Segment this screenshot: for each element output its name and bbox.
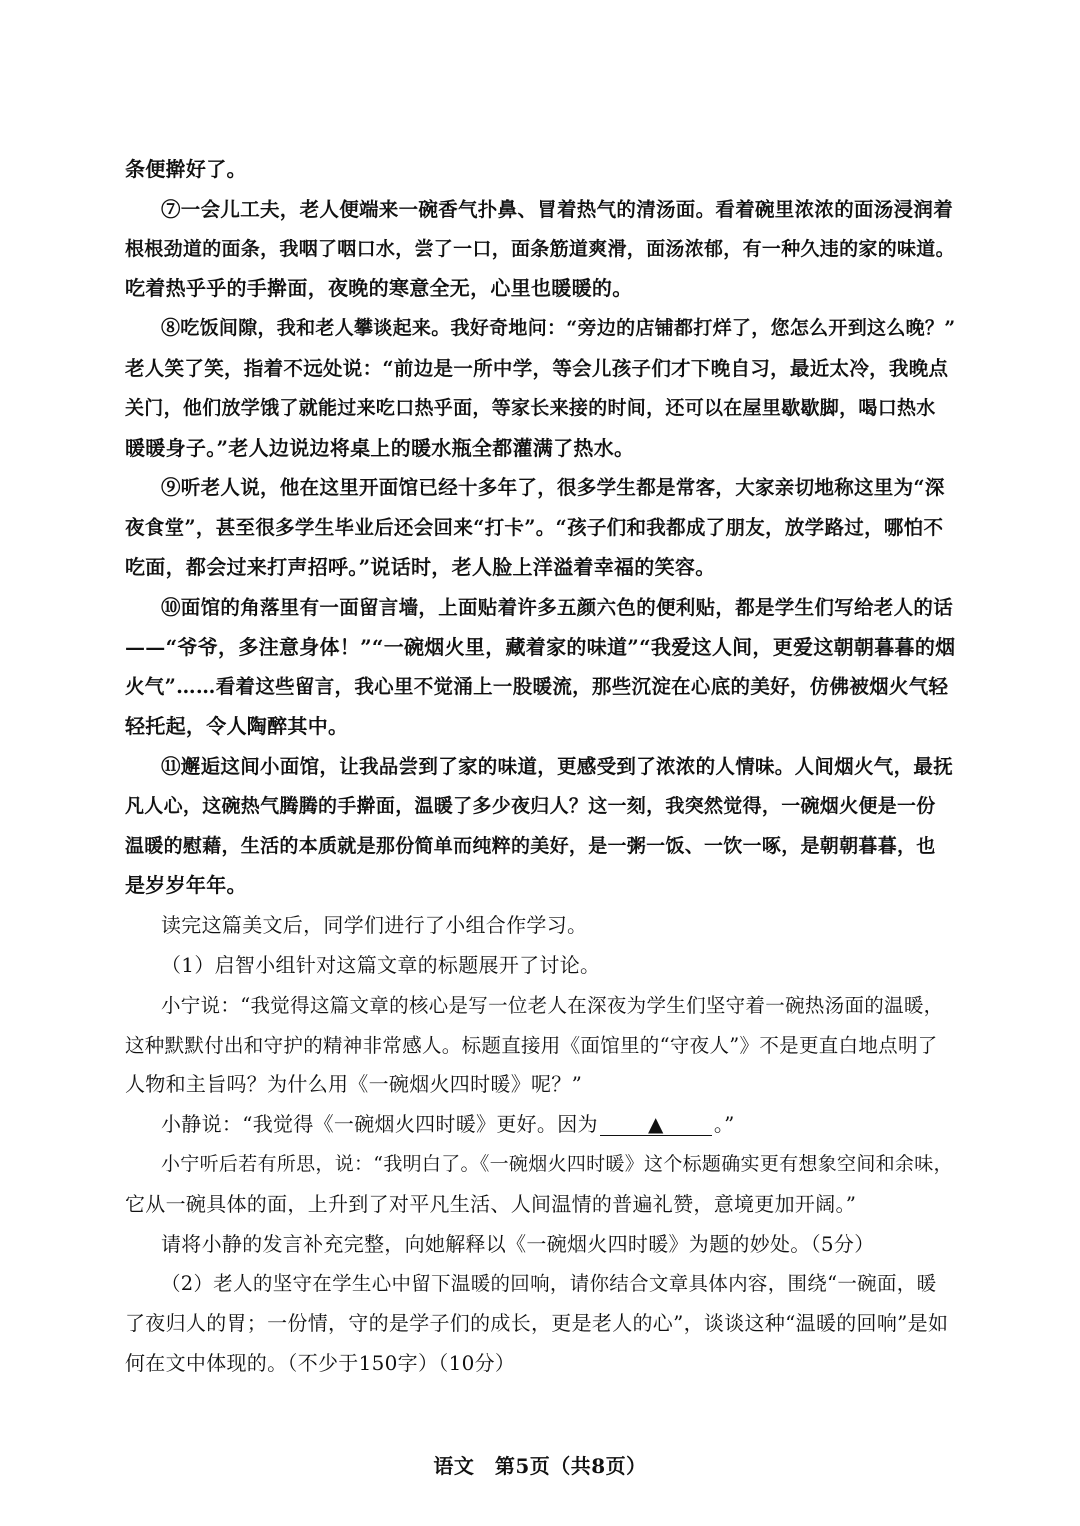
paragraph-11-line: 是岁岁年年。 xyxy=(125,873,247,898)
paragraph-10-line: ——“爷爷，多注意身体！”“一碗烟火里，藏着家的味道”“我爱这人间，更爱这朝朝暮暮的烟 xyxy=(125,634,956,659)
xiaoning-speech-line: 这种默默付出和守护的精神非常感人。标题直接用《面馆里的“守夜人”》不是更直白地点明了 xyxy=(125,1033,938,1057)
question-2-line: 了夜归人的胃；一份情，守的是学子们的成长，更是老人的心”，谈谈这种“温暖的回响”是如 xyxy=(125,1311,949,1336)
passage-content xyxy=(125,150,955,1384)
answer-blank[interactable]: ▲ xyxy=(600,1113,712,1136)
paragraph-9-line: 夜食堂”，甚至很多学生毕业后还会回来“打卡”。“孩子们和我都成了朋友，放学路过，哪怕不 xyxy=(125,516,944,540)
xiaojing-speech-line xyxy=(125,1105,955,1145)
question-1-task: 请将小静的发言补充完整，向她解释以《一碗烟火四时暖》为题的妙处。（5分） xyxy=(161,1231,875,1256)
paragraph-8-line: 暖暖身子。”老人边说边将桌上的暖水瓶全都灌满了热水。 xyxy=(125,435,635,460)
question-2-line: 何在文中体现的。（不少于150字）（10分） xyxy=(125,1350,516,1375)
paragraph-8-line: 关门，他们放学饿了就能过来吃口热乎面，等家长来接的时间，还可以在屋里歇歇脚，喝口热水 xyxy=(125,396,936,419)
xiaojing-speech-prefix: 小静说：“我觉得《一碗烟火四时暖》更好。因为 xyxy=(161,1112,598,1137)
xiaoning-reply-line: 小宁听后若有所思，说：“我明白了。《一碗烟火四时暖》这个标题确实更有想象空间和余味， xyxy=(161,1152,953,1175)
paragraph-8-line: 老人笑了笑，指着不远处说：“前边是一所中学，等会儿孩子们才下晚自习，最近太冷，我晚点 xyxy=(125,356,949,380)
paragraph-7-line: 吃着热乎乎的手擀面，夜晚的寒意全无，心里也暖暖的。 xyxy=(125,276,633,301)
paragraph-9-line: 吃面，都会过来打声招呼。”说话时，老人脸上洋溢着幸福的笑容。 xyxy=(125,554,716,579)
question-1-title: （1）启智小组针对这篇文章的标题展开了讨论。 xyxy=(161,952,601,977)
paragraph-11-line: 凡人心，这碗热气腾腾的手擀面，温暖了多少夜归人？这一刻，我突然觉得，一碗烟火便是一份 xyxy=(125,794,936,817)
paragraph-9-line: ⑨听老人说，他在这里开面馆已经十多年了，很多学生都是常客，大家亲切地称这里为“深 xyxy=(161,476,945,500)
paragraph-11-line: ⑪邂逅这间小面馆，让我品尝到了家的味道，更感受到了浓浓的人情味。人间烟火气，最抚 xyxy=(161,754,954,778)
xiaoning-speech-line: 小宁说：“我觉得这篇文章的核心是写一位老人在深夜为学生们坚守着一碗热汤面的温暖， xyxy=(161,993,944,1017)
paragraph-7-line: 根根劲道的面条，我咽了咽口水，尝了一口，面条筋道爽滑，面汤浓郁，有一种久违的家的味道。 xyxy=(125,237,955,260)
questions-intro: 读完这篇美文后，同学们进行了小组合作学习。 xyxy=(161,913,588,938)
paragraph-11-line: 温暖的慰藉，生活的本质就是那份简单而纯粹的美好，是一粥一饭、一饮一啄，是朝朝暮暮，也 xyxy=(125,834,936,857)
paragraph-10-line: 轻托起，令人陶醉其中。 xyxy=(125,714,349,739)
question-2-line: （2）老人的坚守在学生心中留下温暖的回响，请你结合文章具体内容，围绕“一碗面，暖 xyxy=(161,1272,937,1296)
paragraph-8-line: ⑧吃饭间隙，我和老人攀谈起来。我好奇地问：“旁边的店铺都打烊了，您怎么开到这么晚？” xyxy=(161,317,956,340)
xiaoning-speech-line: 人物和主旨吗？为什么用《一碗烟火四时暖》呢？” xyxy=(125,1072,583,1097)
paragraph-10-line: ⑩面馆的角落里有一面留言墙，上面贴着许多五颜六色的便利贴，都是学生们写给老人的话 xyxy=(161,595,954,619)
passage-line: 条便擀好了。 xyxy=(125,157,247,181)
paragraph-10-line: 火气”……看着这些留言，我心里不觉涌上一股暖流，那些沉淀在心底的美好，仿佛被烟火气轻 xyxy=(125,675,949,699)
xiaojing-speech-suffix: 。” xyxy=(713,1112,735,1137)
page-footer: 语文 第5页（共8页） xyxy=(433,1454,647,1478)
xiaoning-reply-line: 它从一碗具体的面，上升到了对平凡生活、人间温情的普遍礼赞，意境更加开阔。” xyxy=(125,1191,857,1216)
paragraph-7-line: ⑦一会儿工夫，老人便端来一碗香气扑鼻、冒着热气的清汤面。看着碗里浓浓的面汤浸润着 xyxy=(161,197,954,221)
